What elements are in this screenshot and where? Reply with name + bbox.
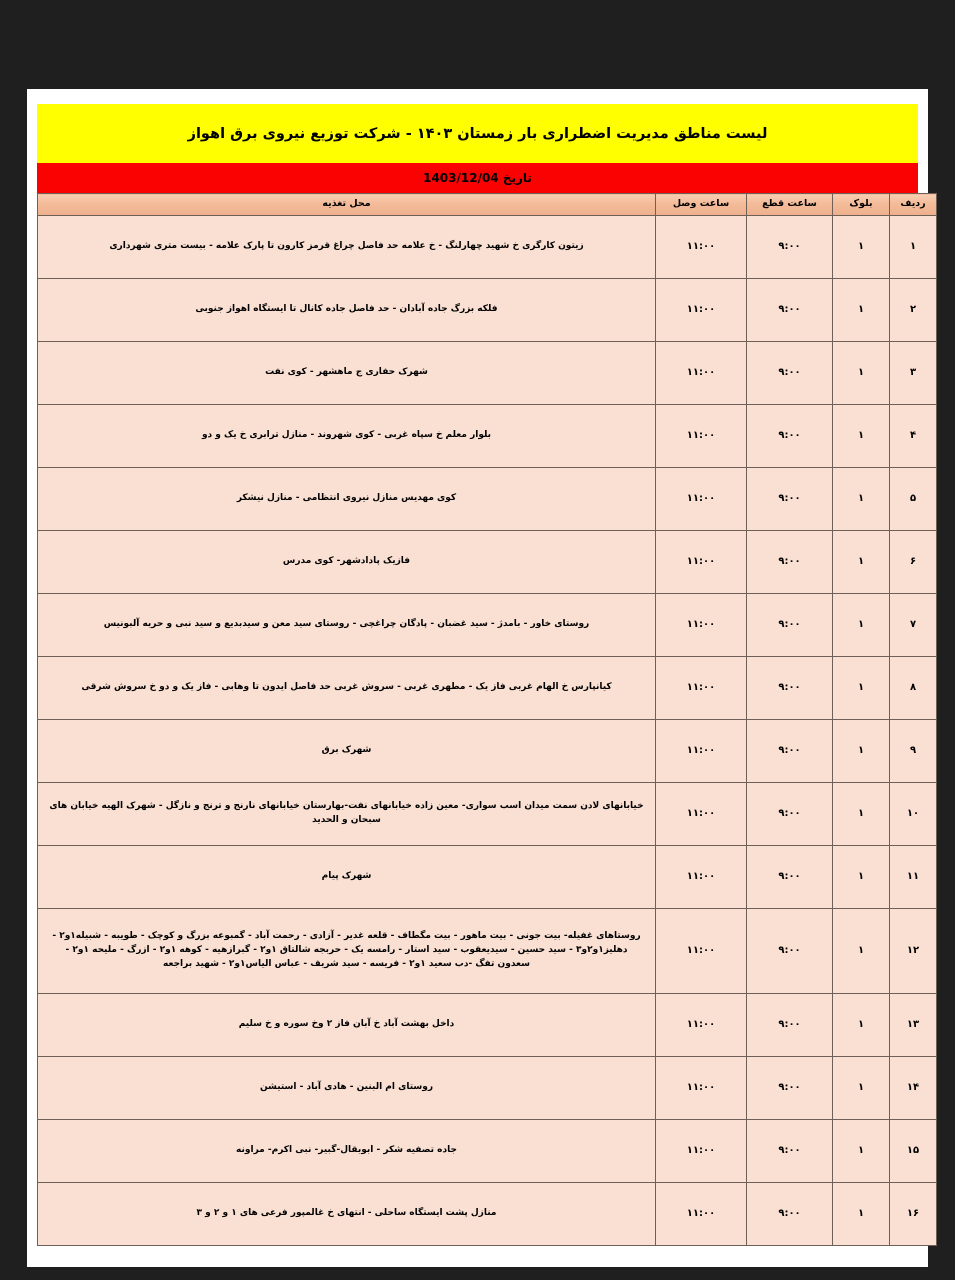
cell-index: ۱۱: [890, 846, 937, 909]
cell-block: ۱: [833, 1120, 890, 1183]
table-row: [38, 531, 937, 594]
cell-location: زیتون کارگری خ شهید چهارلنگ - خ علامه حد فاصل چراغ قرمز کارون تا پارک علامه - بیست متری شهرداری: [38, 216, 656, 279]
cell-block: ۱: [833, 657, 890, 720]
cell-off-time: ۹:۰۰: [747, 720, 833, 783]
cell-off-time: ۹:۰۰: [747, 1183, 833, 1246]
cell-off-time: ۹:۰۰: [747, 846, 833, 909]
cell-on-time: ۱۱:۰۰: [656, 1120, 747, 1183]
cell-on-time: ۱۱:۰۰: [656, 531, 747, 594]
cell-block: ۱: [833, 468, 890, 531]
cell-block: ۱: [833, 1057, 890, 1120]
cell-off-time: ۹:۰۰: [747, 994, 833, 1057]
cell-location: کوی مهدیس منازل نیروی انتظامی - منازل نیشکر: [38, 468, 656, 531]
cell-on-time: ۱۱:۰۰: [656, 468, 747, 531]
cell-index: ۴: [890, 405, 937, 468]
cell-on-time: ۱۱:۰۰: [656, 909, 747, 994]
cell-location: روستای ام البنین - هادی آباد - استیشن: [38, 1057, 656, 1120]
cell-off-time: ۹:۰۰: [747, 468, 833, 531]
table-row: [38, 1183, 937, 1246]
cell-block: ۱: [833, 994, 890, 1057]
cell-location: بلوار معلم خ سپاه غربی - کوی شهروند - منازل ترابری خ یک و دو: [38, 405, 656, 468]
cell-off-time: ۹:۰۰: [747, 405, 833, 468]
cell-location: فازیک پادادشهر- کوی مدرس: [38, 531, 656, 594]
cell-index: ۹: [890, 720, 937, 783]
cell-location: فلکه بزرگ جاده آبادان - حد فاصل جاده کانال تا ایستگاه اهواز جنوبی: [38, 279, 656, 342]
cell-block: ۱: [833, 342, 890, 405]
cell-location: کیانپارس خ الهام غربی فاز یک - مطهری غربی - سروش غربی حد فاصل ایدون تا وهابی - فاز یک و دو خ سروش شرقی: [38, 657, 656, 720]
cell-block: ۱: [833, 405, 890, 468]
cell-block: ۱: [833, 783, 890, 846]
cell-block: ۱: [833, 720, 890, 783]
cell-on-time: ۱۱:۰۰: [656, 279, 747, 342]
cell-index: ۱۴: [890, 1057, 937, 1120]
cell-off-time: ۹:۰۰: [747, 216, 833, 279]
column-header-block: بلوک: [833, 194, 890, 216]
cell-location: شهرک پیام: [38, 846, 656, 909]
cell-block: ۱: [833, 216, 890, 279]
table-row: [38, 657, 937, 720]
cell-index: ۱۶: [890, 1183, 937, 1246]
table-row: [38, 720, 937, 783]
document-title-banner: [37, 104, 918, 163]
cell-block: ۱: [833, 846, 890, 909]
cell-off-time: ۹:۰۰: [747, 594, 833, 657]
document-date-banner: [37, 163, 918, 193]
cell-index: ۱: [890, 216, 937, 279]
table-row: [38, 909, 937, 994]
cell-on-time: ۱۱:۰۰: [656, 1057, 747, 1120]
cell-block: ۱: [833, 279, 890, 342]
cell-on-time: ۱۱:۰۰: [656, 720, 747, 783]
table-row: [38, 594, 937, 657]
table-header-row: [38, 194, 937, 216]
table-row: [38, 279, 937, 342]
column-header-on-time: ساعت وصل: [656, 194, 747, 216]
cell-on-time: ۱۱:۰۰: [656, 594, 747, 657]
cell-index: ۲: [890, 279, 937, 342]
cell-block: ۱: [833, 909, 890, 994]
cell-off-time: ۹:۰۰: [747, 531, 833, 594]
cell-index: ۱۵: [890, 1120, 937, 1183]
table-row: [38, 468, 937, 531]
cell-off-time: ۹:۰۰: [747, 279, 833, 342]
cell-on-time: ۱۱:۰۰: [656, 216, 747, 279]
cell-location: شهرک برق: [38, 720, 656, 783]
cell-location: جاده تصفیه شکر - ابوبقال-گبیر- نبی اکرم- مراونه: [38, 1120, 656, 1183]
cell-block: ۱: [833, 1183, 890, 1246]
table-row: [38, 846, 937, 909]
table-header: [38, 194, 937, 216]
cell-on-time: ۱۱:۰۰: [656, 994, 747, 1057]
table-row: [38, 1057, 937, 1120]
cell-index: ۱۰: [890, 783, 937, 846]
cell-location: شهرک حفاری ج ماهشهر - کوی نفت: [38, 342, 656, 405]
cell-location: داخل بهشت آباد خ آبان فاز ۲ وخ سوره و خ سلیم: [38, 994, 656, 1057]
cell-off-time: ۹:۰۰: [747, 909, 833, 994]
cell-index: ۵: [890, 468, 937, 531]
cell-off-time: ۹:۰۰: [747, 783, 833, 846]
cell-location: خیابانهای لادن سمت میدان اسب سواری- معین زاده خیابانهای نفت-بهارستان خیابانهای نارنج و ترنج و نازگل - شهرک الهیه خیابان های سبحان و الحدید: [38, 783, 656, 846]
cell-on-time: ۱۱:۰۰: [656, 783, 747, 846]
cell-location: روستای خاور - بامدژ - سید غضبان - پادگان چراغچی - روستای سید معن و سیدبدیع و سید نبی و حریه آلبونیس: [38, 594, 656, 657]
outage-schedule-table: [37, 193, 937, 1246]
table-row: [38, 994, 937, 1057]
cell-index: ۳: [890, 342, 937, 405]
cell-off-time: ۹:۰۰: [747, 1057, 833, 1120]
page-title: لیست مناطق مدیریت اضطراری بار زمستان ۱۴۰۳ - شرکت توزیع نیروی برق اهواز: [187, 125, 768, 142]
column-header-index: ردیف: [890, 194, 937, 216]
column-header-location: محل تغذیه: [38, 194, 656, 216]
cell-on-time: ۱۱:۰۰: [656, 1183, 747, 1246]
cell-index: ۸: [890, 657, 937, 720]
date-label: تاریخ 1403/12/04: [423, 171, 532, 185]
cell-location: روستاهای غفیله- بیت جونی - بیت ماهور - بیت مگطاف - قلعه غدیر - آزادی - رحمت آباد - گمبوعه بزرگ و کوچک - طویبه - شبیله۱و۲ - دهلیز۱و۲و۳ - سید حسین - سیدیعقوب - سید استار - رامسه یک - حربجه شالتاق ۱و۲ - گبرازهیه - کوهه ۱و۲ - ازرگ - ملیحه ۱و۲ - سعدون تفگ -دب سعید ۱و۲ - فریسه - سید شریف - عباس الیاس۱و۲ - شهید براجعه: [38, 909, 656, 994]
cell-index: ۱۳: [890, 994, 937, 1057]
cell-index: ۷: [890, 594, 937, 657]
cell-index: ۱۲: [890, 909, 937, 994]
table-row: [38, 216, 937, 279]
cell-off-time: ۹:۰۰: [747, 342, 833, 405]
cell-off-time: ۹:۰۰: [747, 1120, 833, 1183]
cell-off-time: ۹:۰۰: [747, 657, 833, 720]
table-row: [38, 1120, 937, 1183]
table-body: [38, 216, 937, 1246]
cell-on-time: ۱۱:۰۰: [656, 405, 747, 468]
cell-on-time: ۱۱:۰۰: [656, 342, 747, 405]
table-row: [38, 405, 937, 468]
cell-block: ۱: [833, 594, 890, 657]
table-row: [38, 783, 937, 846]
document-sheet: [27, 89, 928, 1267]
column-header-off-time: ساعت قطع: [747, 194, 833, 216]
cell-location: منازل پشت ایستگاه ساحلی - انتهای خ غالمپور فرعی های ۱ و ۲ و ۳: [38, 1183, 656, 1246]
cell-block: ۱: [833, 531, 890, 594]
cell-on-time: ۱۱:۰۰: [656, 657, 747, 720]
cell-index: ۶: [890, 531, 937, 594]
schedule-table-container: [37, 193, 937, 1246]
cell-on-time: ۱۱:۰۰: [656, 846, 747, 909]
table-row: [38, 342, 937, 405]
